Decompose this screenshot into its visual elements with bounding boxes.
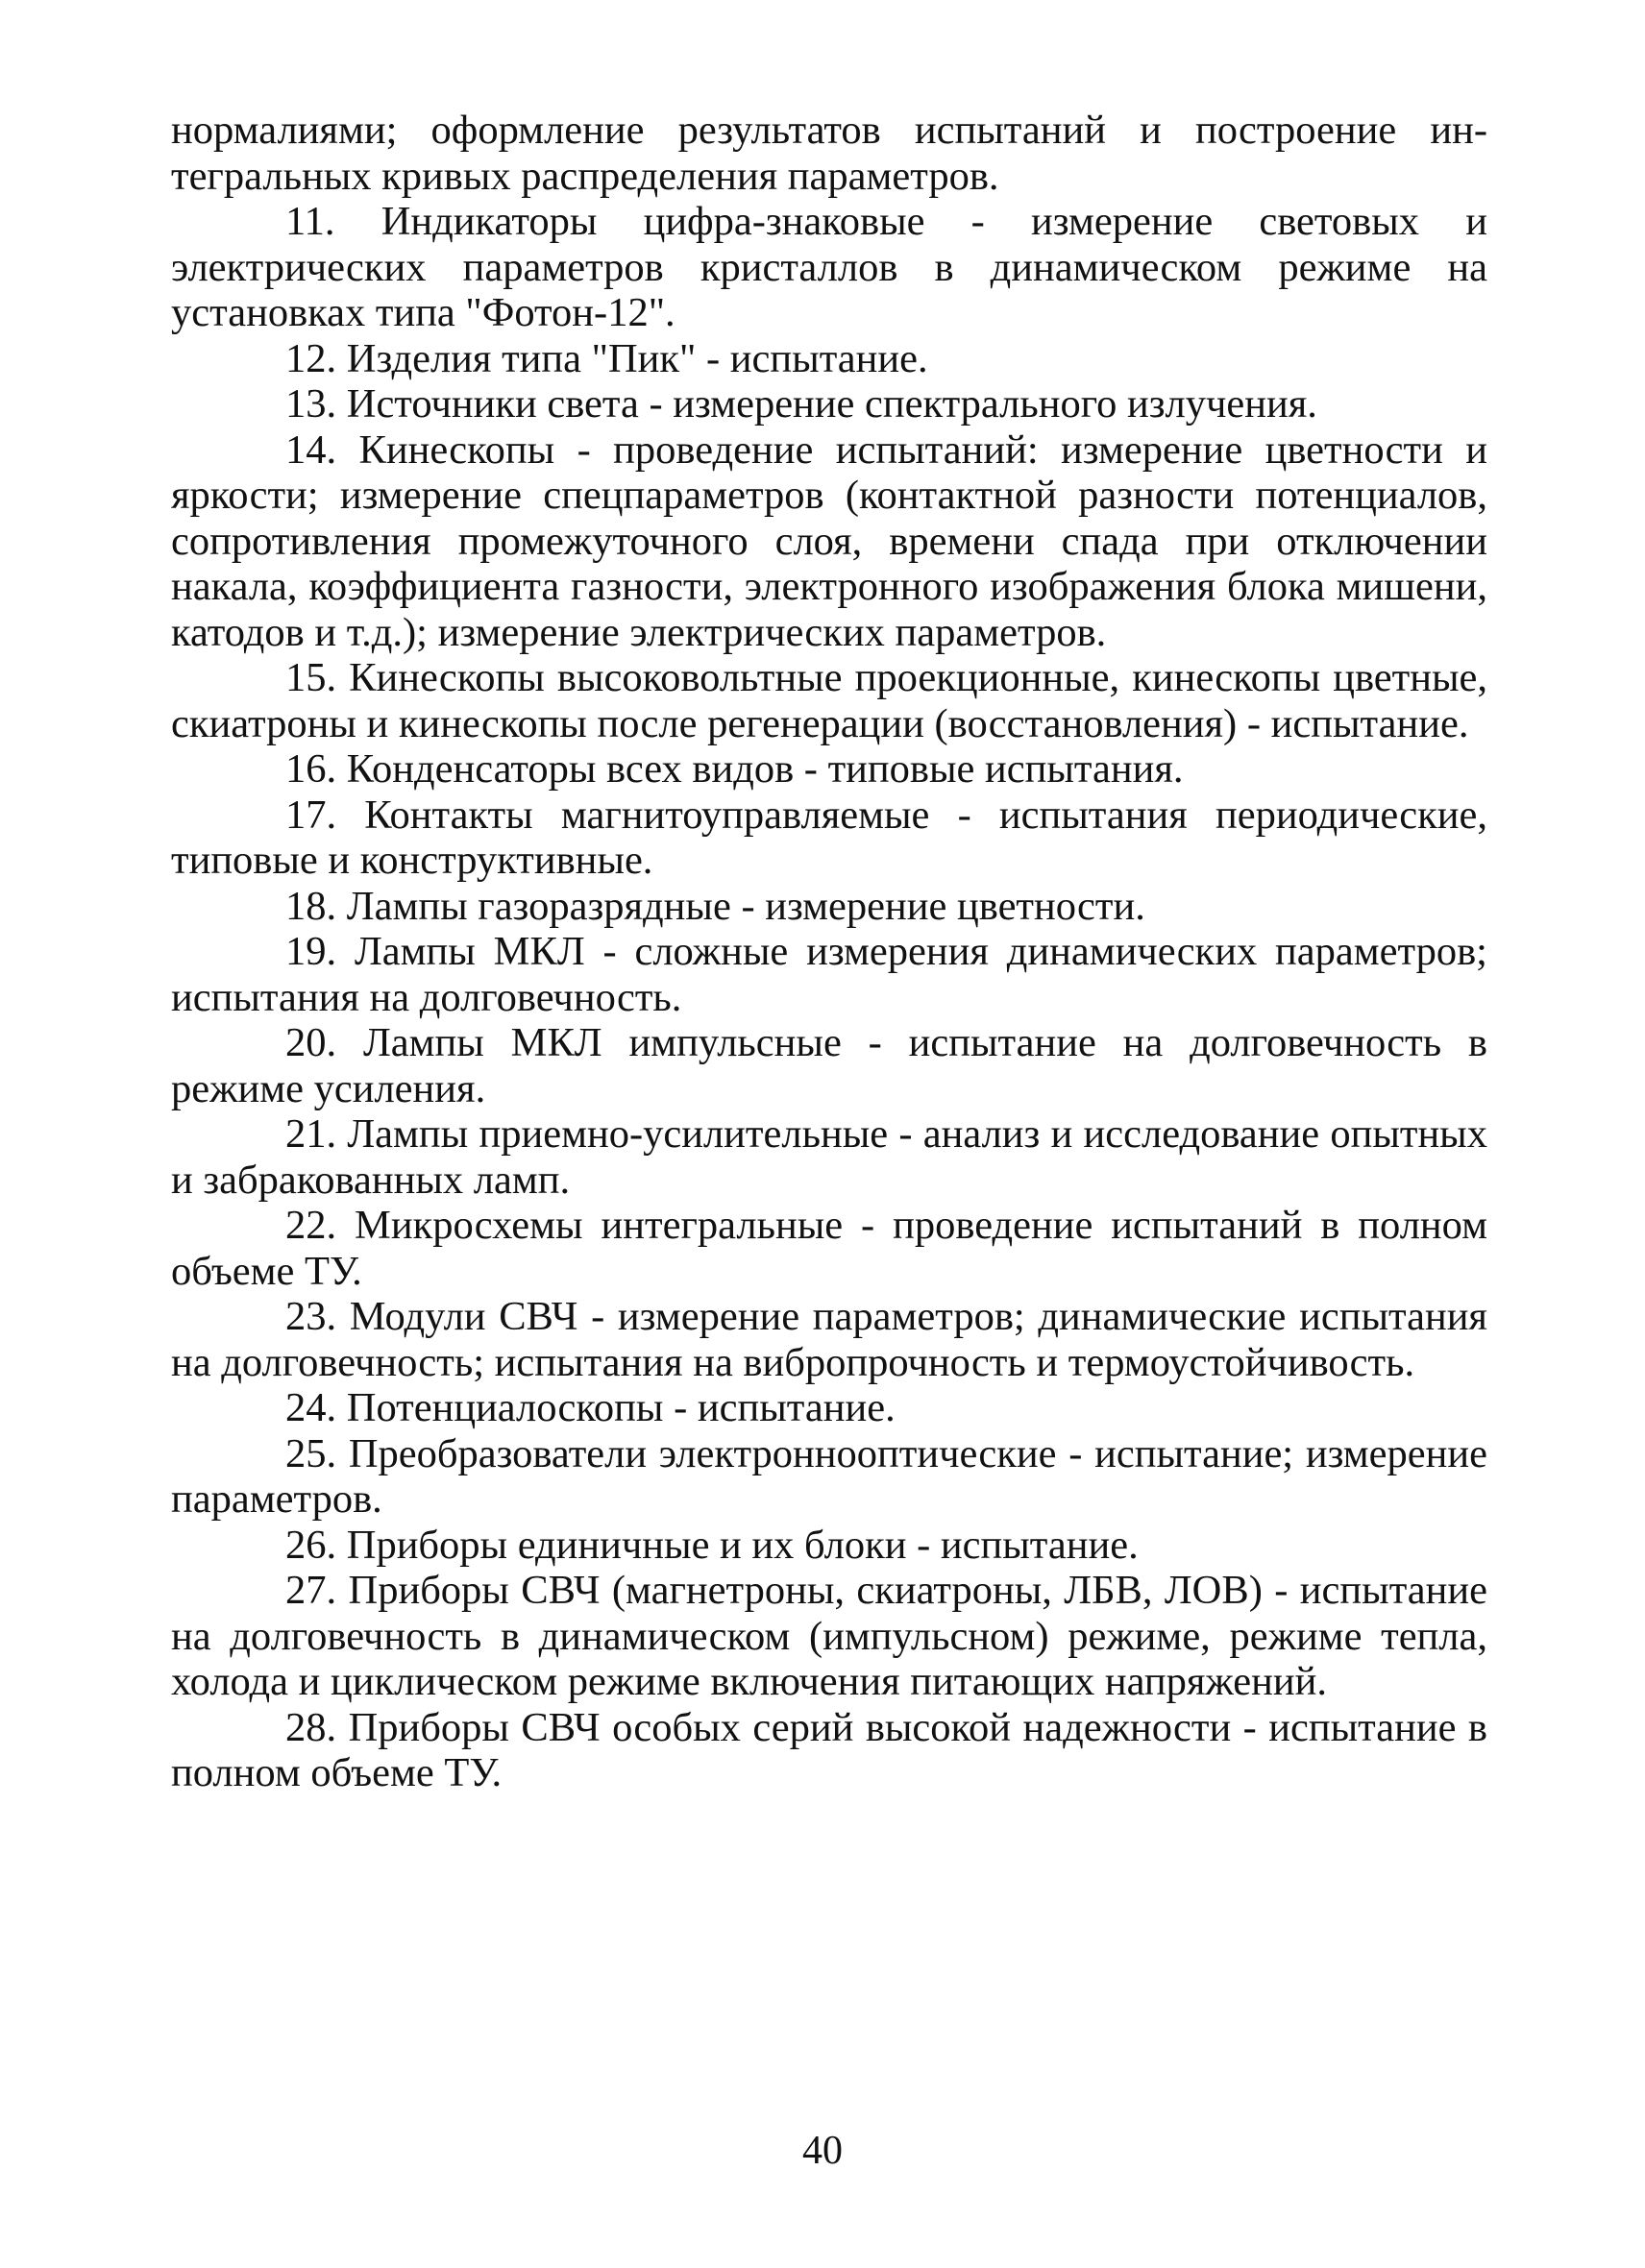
- paragraph-item-22: 22. Микросхемы интегральные - проведение испытаний в полном объеме ТУ.: [171, 1203, 1487, 1294]
- paragraph-item-16: 16. Конденсаторы всех видов - типовые испытания.: [285, 746, 1184, 792]
- paragraph-item-18: 18. Лампы газоразрядные - измерение цветности.: [285, 883, 1145, 929]
- paragraph-item-19: 19. Лампы МКЛ - сложные измерения динамических параметров; испытания на долговечность.: [171, 929, 1487, 1020]
- paragraph-item-17: 17. Контакты магнитоуправляемые - испытания периодические, типовые и конструктивные.: [171, 792, 1487, 883]
- paragraph-item-28: 28. Приборы СВЧ особых серий высокой надежности - испытание в полном объеме ТУ.: [171, 1704, 1487, 1795]
- page-body: [171, 108, 1487, 1796]
- paragraph-item-13: 13. Источники света - измерение спектрального излучения.: [285, 381, 1317, 427]
- paragraph-item-11: 11. Индикаторы цифра-знаковые - измерение световых и электрических параметров кристаллов в динамическом режиме на установках типа "Фотон-12".: [171, 199, 1487, 335]
- paragraph-item-12: 12. Изделия типа "Пик" - испытание.: [285, 335, 928, 381]
- paragraph-item-21: 21. Лампы приемно-усилительные - анализ и исследование опытных и забракованных ламп.: [171, 1111, 1487, 1203]
- page-number: 40: [802, 2129, 843, 2173]
- paragraph-item-20: 20. Лампы МКЛ импульсные - испытание на долговечность в режиме усиления.: [171, 1020, 1487, 1111]
- paragraph-item-25: 25. Преобразователи электроннооптические - испытание; измерение параметров.: [171, 1430, 1487, 1522]
- paragraph-item-24: 24. Потенциалоскопы - испытание.: [285, 1385, 896, 1430]
- paragraph-continuation: нормалиями; оформление результатов испытаний и построение интегральных кривых распределения параметров.: [171, 108, 1487, 199]
- paragraph-item-14: 14. Кинескопы - проведение испытаний: измерение цветности и яркости; измерение спецпараметров (контактной разности потенциалов, сопротивления промежуточного слоя, времени спада при отключении накала, коэффициента газности, электронного изображения блока мишени, катодов и т.д.); измерение электрических параметров.: [171, 427, 1487, 655]
- paragraph-item-26: 26. Приборы единичные и их блоки - испытание.: [285, 1522, 1139, 1568]
- paragraph-item-23: 23. Модули СВЧ - измерение параметров; динамические испытания на долговечность; испытания на вибропрочность и термоустойчивость.: [171, 1294, 1487, 1385]
- paragraph-item-15: 15. Кинескопы высоковольтные проекционные, кинескопы цветные, скиатроны и кинескопы после регенерации (восстановления) - испытание.: [171, 655, 1487, 746]
- paragraph-item-27: 27. Приборы СВЧ (магнетроны, скиатроны, ЛБВ, ЛОВ) - испытание на долговечность в динамическом (импульсном) режиме, режиме тепла, холода и циклическом режиме включения питающих напряжений.: [171, 1568, 1487, 1704]
